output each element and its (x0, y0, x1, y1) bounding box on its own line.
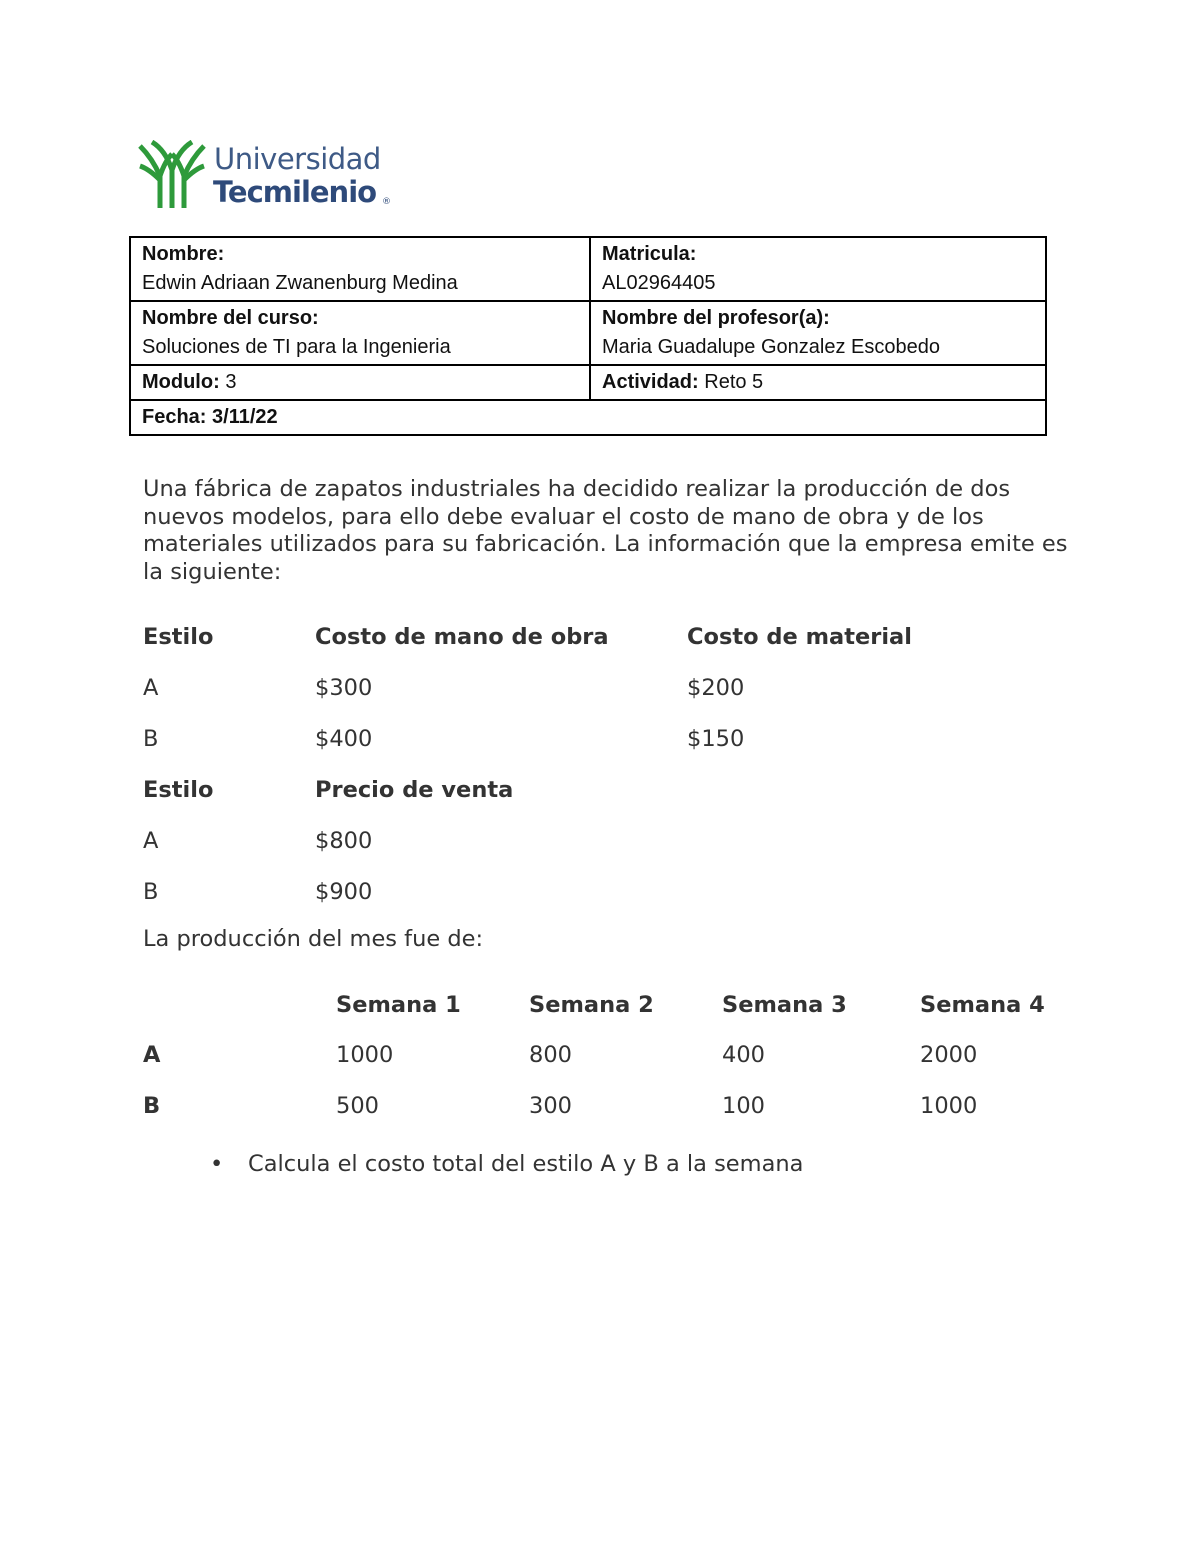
curso-cell (130, 301, 590, 365)
production-cell: 500 (336, 1093, 379, 1119)
prices-cell-style: A (143, 828, 159, 854)
student-info-table (129, 236, 1047, 436)
costs-cell-mano-obra: $400 (315, 726, 373, 752)
nombre-value: Edwin Adriaan Zwanenburg Medina (142, 272, 458, 294)
bullet-icon: • (210, 1151, 224, 1177)
production-cell: 400 (722, 1042, 765, 1068)
fecha-label: Fecha: (142, 406, 207, 428)
profesor-value: Maria Guadalupe Gonzalez Escobedo (602, 336, 940, 358)
costs-cell-style: A (143, 675, 159, 701)
production-cell: 100 (722, 1093, 765, 1119)
modulo-label: Modulo: (142, 371, 220, 393)
info-row-curso (130, 301, 1046, 365)
production-header-semana-3: Semana 3 (722, 992, 847, 1018)
prices-header-precio: Precio de venta (315, 777, 514, 803)
costs-cell-style: B (143, 726, 159, 752)
profesor-cell (590, 301, 1046, 365)
production-row-label: B (143, 1093, 161, 1119)
prices-cell-style: B (143, 879, 159, 905)
nombre-cell (130, 237, 590, 301)
production-cell: 1000 (920, 1093, 978, 1119)
logo-universidad: Universidad (214, 142, 381, 176)
profesor-label: Nombre del profesor(a): (602, 307, 830, 329)
modulo-value: 3 (225, 371, 237, 393)
matricula-label: Matricula: (602, 243, 697, 265)
logo-tecmilenio: Tecmilenio (213, 175, 377, 209)
matricula-value: AL02964405 (602, 272, 716, 294)
actividad-value: Reto 5 (704, 371, 764, 393)
tecmilenio-leaf-icon (138, 140, 208, 210)
costs-cell-mano-obra: $300 (315, 675, 373, 701)
costs-cell-material: $150 (687, 726, 745, 752)
production-cell: 300 (529, 1093, 572, 1119)
actividad-label: Actividad: (602, 371, 699, 393)
actividad-cell (590, 365, 1046, 400)
info-row-modulo (130, 365, 1046, 400)
nombre-label: Nombre: (142, 243, 225, 265)
production-header-semana-2: Semana 2 (529, 992, 654, 1018)
fecha-value: 3/11/22 (212, 406, 278, 428)
fecha-cell (130, 400, 1046, 435)
costs-header-mano-obra: Costo de mano de obra (315, 624, 609, 650)
production-header-semana-4: Semana 4 (920, 992, 1045, 1018)
instruction-text: Calcula el costo total del estilo A y B a la semana (248, 1151, 804, 1177)
logo-registered-mark: ® (382, 197, 391, 207)
modulo-cell (130, 365, 590, 400)
production-cell: 800 (529, 1042, 572, 1068)
production-cell: 1000 (336, 1042, 394, 1068)
production-cell: 2000 (920, 1042, 978, 1068)
matricula-cell (590, 237, 1046, 301)
production-row-label: A (143, 1042, 161, 1068)
university-logo (138, 140, 398, 212)
curso-value: Soluciones de TI para la Ingenieria (142, 336, 451, 358)
costs-cell-material: $200 (687, 675, 745, 701)
production-header-semana-1: Semana 1 (336, 992, 461, 1018)
prices-cell-precio: $900 (315, 879, 373, 905)
costs-header-material: Costo de material (687, 624, 912, 650)
info-row-nombre (130, 237, 1046, 301)
curso-label: Nombre del curso: (142, 307, 319, 329)
production-intro: La producción del mes fue de: (143, 926, 484, 952)
prices-cell-precio: $800 (315, 828, 373, 854)
intro-paragraph: Una fábrica de zapatos industriales ha decidido realizar la producción de dos nuevos modelos, para ello debe evaluar el costo de mano de obra y de los materiales utilizados para su fabricación. La información que la empresa emite es la siguiente: (143, 476, 1068, 585)
prices-header-estilo: Estilo (143, 777, 214, 803)
costs-header-estilo: Estilo (143, 624, 214, 650)
info-row-fecha (130, 400, 1046, 435)
